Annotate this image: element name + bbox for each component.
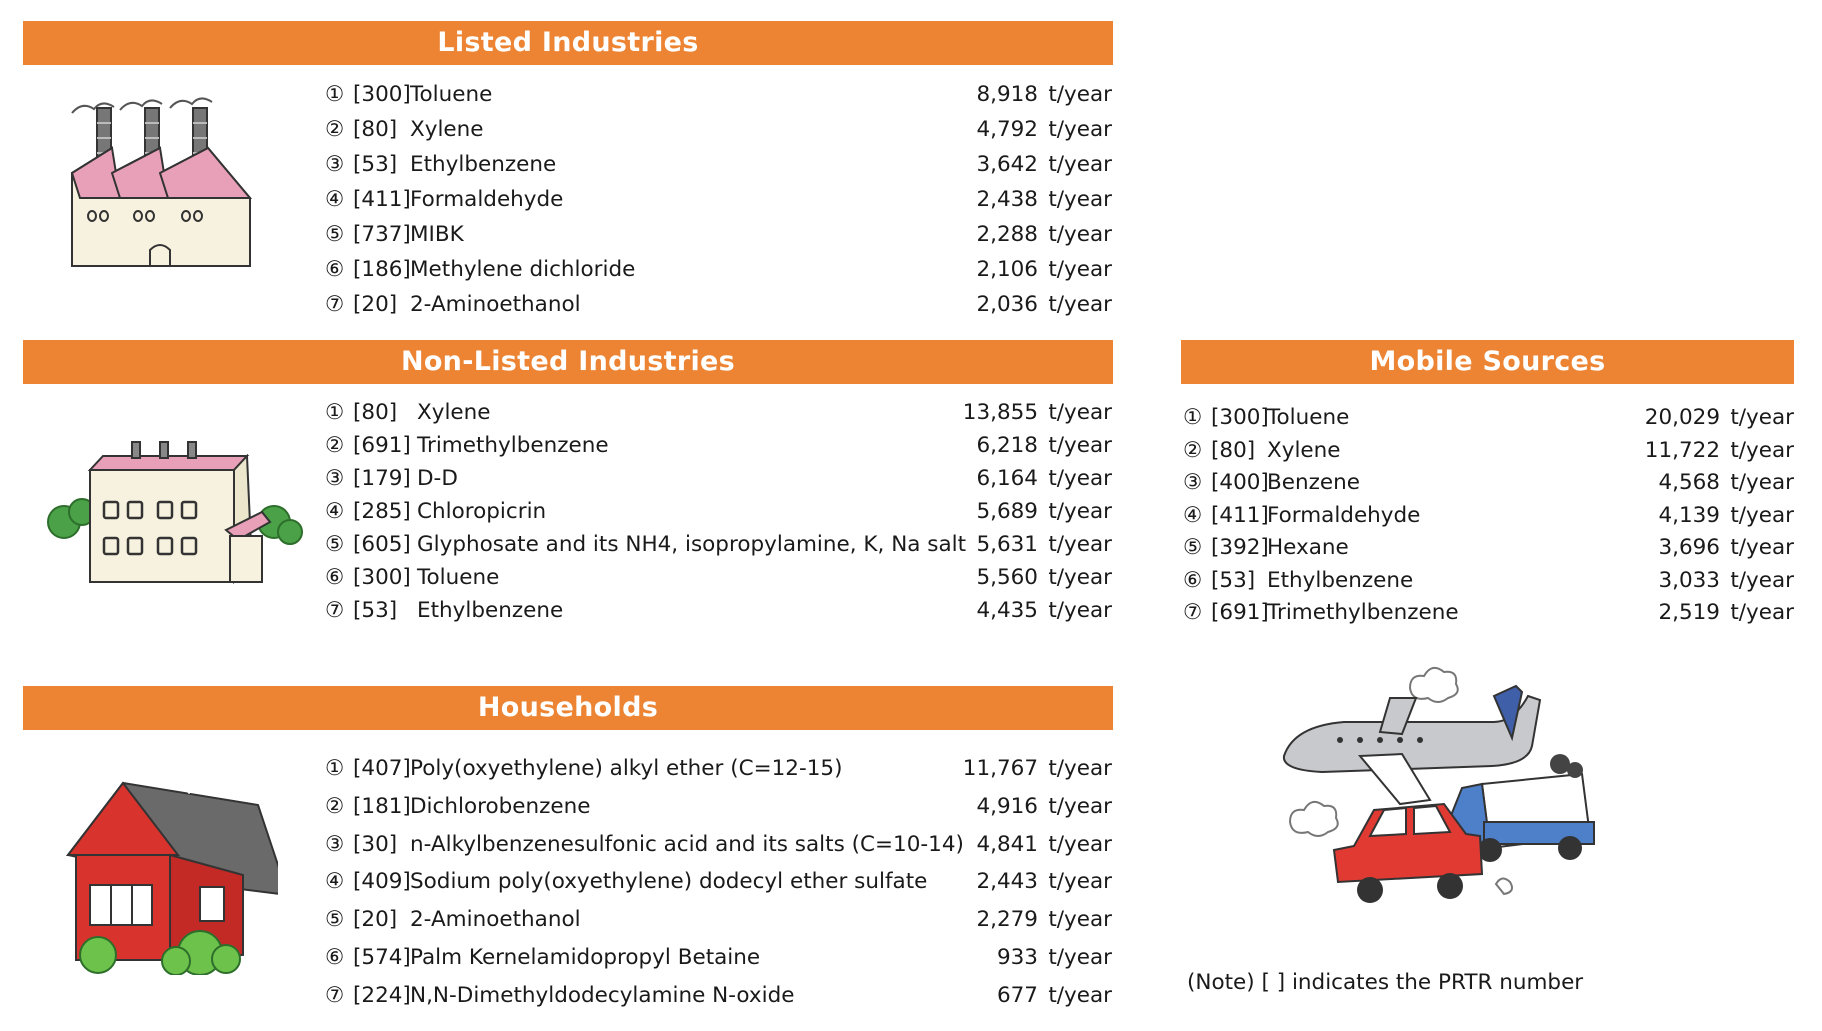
prtr-number: [80]: [353, 117, 398, 142]
list-item: [325, 905, 1112, 935]
prtr-note: (Note) [ ] indicates the PRTR number: [1187, 970, 1584, 995]
substance-name: N,N-Dimethyldodecylamine N-oxide: [410, 982, 795, 1008]
emission-amount: 4,841: [976, 831, 1038, 857]
substance-name: Toluene: [1267, 405, 1350, 430]
list-item: [325, 867, 1112, 897]
emission-unit: t/year: [1048, 793, 1112, 819]
emission-amount: 2,519: [1658, 600, 1720, 625]
rank-badge: ⑥: [1183, 567, 1203, 593]
prtr-number: [53]: [353, 598, 398, 623]
emission-unit: t/year: [1048, 565, 1112, 590]
rank-badge: ③: [325, 152, 345, 177]
list-item: [325, 981, 1112, 1011]
emission-unit: t/year: [1730, 567, 1794, 593]
emission-amount: 8,918: [976, 82, 1038, 107]
emission-unit: t/year: [1048, 433, 1112, 458]
rank-badge: ⑦: [325, 292, 345, 317]
list-item: [325, 530, 1112, 560]
list-item: [1183, 533, 1794, 563]
substance-name: n-Alkylbenzenesulfonic acid and its salts (C=10-14): [410, 831, 964, 857]
list-item: [325, 290, 1112, 320]
prtr-number: [80]: [353, 400, 398, 425]
prtr-number: [737]: [353, 222, 411, 247]
substance-name: D-D: [417, 466, 458, 491]
emission-unit: t/year: [1048, 292, 1112, 317]
list-item: [325, 596, 1112, 626]
emission-unit: t/year: [1048, 82, 1112, 107]
rank-badge: ⑥: [325, 945, 345, 970]
emission-amount: 2,279: [976, 907, 1038, 933]
emission-amount: 20,029: [1644, 405, 1720, 430]
emission-amount: 3,696: [1658, 535, 1720, 560]
emission-unit: t/year: [1730, 437, 1794, 463]
non-listed-industries-list: [325, 398, 1112, 638]
substance-name: Formaldehyde: [410, 187, 564, 212]
households-list: [325, 754, 1112, 1024]
prtr-number: [392]: [1211, 535, 1269, 560]
rank-badge: ④: [325, 869, 345, 895]
substance-name: Xylene: [417, 400, 491, 425]
emission-unit: t/year: [1730, 470, 1794, 495]
rank-badge: ⑤: [1183, 535, 1203, 560]
emission-amount: 677: [996, 982, 1038, 1008]
substance-name: Trimethylbenzene: [417, 433, 609, 458]
emission-unit: t/year: [1730, 600, 1794, 625]
substance-name: Ethylbenzene: [410, 152, 557, 177]
substance-name: 2-Aminoethanol: [410, 907, 581, 933]
mobile-sources-list: [1183, 403, 1794, 643]
households-header: Households: [23, 686, 1113, 730]
emission-amount: 5,689: [976, 499, 1038, 524]
list-item: [325, 464, 1112, 494]
substance-name: Trimethylbenzene: [1267, 600, 1459, 625]
list-item: [325, 792, 1112, 822]
house-illustration: [48, 775, 278, 975]
list-item: [325, 754, 1112, 784]
list-item: [1183, 566, 1794, 596]
rank-badge: ①: [325, 82, 345, 107]
emission-amount: 6,218: [976, 433, 1038, 458]
emission-unit: t/year: [1048, 756, 1112, 781]
emission-unit: t/year: [1048, 532, 1112, 557]
rank-badge: ③: [1183, 470, 1203, 495]
substance-name: Sodium poly(oxyethylene) dodecyl ether sulfate: [410, 869, 928, 895]
emission-unit: t/year: [1048, 466, 1112, 491]
rank-badge: ⑤: [325, 907, 345, 933]
rank-badge: ①: [325, 400, 345, 425]
prtr-number: [53]: [1211, 567, 1256, 593]
emission-amount: 11,722: [1644, 437, 1720, 463]
list-item: [1183, 436, 1794, 466]
prtr-number: [300]: [353, 565, 411, 590]
list-item: [1183, 501, 1794, 531]
prtr-number: [605]: [353, 532, 411, 557]
list-item: [1183, 468, 1794, 498]
rank-badge: ⑤: [325, 532, 345, 557]
prtr-number: [300]: [1211, 405, 1269, 430]
substance-name: Toluene: [410, 82, 493, 107]
prtr-number: [53]: [353, 152, 398, 177]
list-item: [1183, 598, 1794, 628]
vehicles-illustration: [1270, 660, 1630, 920]
rank-badge: ②: [325, 433, 345, 458]
rank-badge: ⑥: [325, 257, 345, 282]
prtr-number: [574]: [353, 945, 411, 970]
list-item: [325, 943, 1112, 973]
substance-name: Xylene: [410, 117, 484, 142]
rank-badge: ①: [1183, 405, 1203, 430]
rank-badge: ④: [325, 499, 345, 524]
emission-amount: 6,164: [976, 466, 1038, 491]
emission-unit: t/year: [1730, 535, 1794, 560]
list-item: [325, 150, 1112, 180]
emission-amount: 5,560: [976, 565, 1038, 590]
prtr-number: [181]: [353, 793, 411, 819]
rank-badge: ④: [1183, 502, 1203, 528]
non-listed-industries-header: Non-Listed Industries: [23, 340, 1113, 384]
emission-unit: t/year: [1048, 907, 1112, 933]
substance-name: Dichlorobenzene: [410, 793, 591, 819]
substance-name: Methylene dichloride: [410, 257, 636, 282]
emission-amount: 2,443: [976, 869, 1038, 895]
list-item: [325, 255, 1112, 285]
emission-amount: 2,438: [976, 187, 1038, 212]
list-item: [325, 830, 1112, 860]
prtr-number: [411]: [1211, 502, 1269, 528]
substance-name: Toluene: [417, 565, 500, 590]
prtr-number: [30]: [353, 831, 398, 857]
list-item: [325, 185, 1112, 215]
rank-badge: ⑦: [1183, 600, 1203, 625]
rank-badge: ②: [325, 793, 345, 819]
prtr-number: [186]: [353, 257, 411, 282]
emission-unit: t/year: [1048, 598, 1112, 623]
prtr-number: [20]: [353, 292, 398, 317]
substance-name: Formaldehyde: [1267, 502, 1421, 528]
emission-unit: t/year: [1730, 405, 1794, 430]
emission-amount: 4,139: [1658, 502, 1720, 528]
substance-name: 2-Aminoethanol: [410, 292, 581, 317]
rank-badge: ④: [325, 187, 345, 212]
emission-amount: 2,036: [976, 292, 1038, 317]
listed-industries-list: [325, 80, 1112, 330]
rank-badge: ③: [325, 466, 345, 491]
prtr-number: [179]: [353, 466, 411, 491]
substance-name: Xylene: [1267, 437, 1341, 463]
list-item: [1183, 403, 1794, 433]
factory-illustration: [60, 88, 260, 273]
emission-unit: t/year: [1048, 187, 1112, 212]
emission-unit: t/year: [1048, 222, 1112, 247]
substance-name: Poly(oxyethylene) alkyl ether (C=12-15): [410, 756, 843, 781]
substance-name: Ethylbenzene: [1267, 567, 1414, 593]
emission-amount: 2,288: [976, 222, 1038, 247]
emission-amount: 4,435: [976, 598, 1038, 623]
substance-name: Glyphosate and its NH4, isopropylamine, K, Na salt: [417, 532, 967, 557]
list-item: [325, 115, 1112, 145]
prtr-number: [224]: [353, 982, 411, 1008]
rank-badge: ⑤: [325, 222, 345, 247]
mobile-sources-header: Mobile Sources: [1181, 340, 1794, 384]
rank-badge: ②: [325, 117, 345, 142]
listed-industries-header: Listed Industries: [23, 21, 1113, 65]
emission-amount: 4,568: [1658, 470, 1720, 495]
prtr-number: [407]: [353, 756, 411, 781]
emission-amount: 11,767: [962, 756, 1038, 781]
substance-name: Palm Kernelamidopropyl Betaine: [410, 945, 761, 970]
list-item: [325, 398, 1112, 428]
prtr-number: [80]: [1211, 437, 1256, 463]
emission-amount: 933: [996, 945, 1038, 970]
emission-unit: t/year: [1048, 499, 1112, 524]
prtr-number: [20]: [353, 907, 398, 933]
emission-unit: t/year: [1048, 982, 1112, 1008]
emission-unit: t/year: [1048, 945, 1112, 970]
prtr-number: [691]: [353, 433, 411, 458]
emission-unit: t/year: [1048, 117, 1112, 142]
emission-unit: t/year: [1048, 869, 1112, 895]
emission-amount: 4,916: [976, 793, 1038, 819]
emission-unit: t/year: [1048, 257, 1112, 282]
prtr-number: [285]: [353, 499, 411, 524]
emission-unit: t/year: [1730, 502, 1794, 528]
list-item: [325, 431, 1112, 461]
rank-badge: ③: [325, 831, 345, 857]
rank-badge: ①: [325, 756, 345, 781]
list-item: [325, 563, 1112, 593]
prtr-number: [400]: [1211, 470, 1269, 495]
emission-unit: t/year: [1048, 152, 1112, 177]
emission-amount: 3,033: [1658, 567, 1720, 593]
substance-name: Chloropicrin: [417, 499, 547, 524]
list-item: [325, 80, 1112, 110]
substance-name: MIBK: [410, 222, 464, 247]
building-illustration: [42, 440, 307, 590]
rank-badge: ⑦: [325, 598, 345, 623]
substance-name: Benzene: [1267, 470, 1360, 495]
prtr-number: [300]: [353, 82, 411, 107]
emission-unit: t/year: [1048, 400, 1112, 425]
emission-amount: 2,106: [976, 257, 1038, 282]
rank-badge: ②: [1183, 437, 1203, 463]
rank-badge: ⑦: [325, 982, 345, 1008]
substance-name: Hexane: [1267, 535, 1349, 560]
list-item: [325, 220, 1112, 250]
emission-amount: 13,855: [962, 400, 1038, 425]
prtr-number: [691]: [1211, 600, 1269, 625]
list-item: [325, 497, 1112, 527]
prtr-number: [411]: [353, 187, 411, 212]
prtr-number: [409]: [353, 869, 411, 895]
substance-name: Ethylbenzene: [417, 598, 564, 623]
emission-amount: 4,792: [976, 117, 1038, 142]
emission-amount: 3,642: [976, 152, 1038, 177]
emission-unit: t/year: [1048, 831, 1112, 857]
rank-badge: ⑥: [325, 565, 345, 590]
emission-amount: 5,631: [976, 532, 1038, 557]
